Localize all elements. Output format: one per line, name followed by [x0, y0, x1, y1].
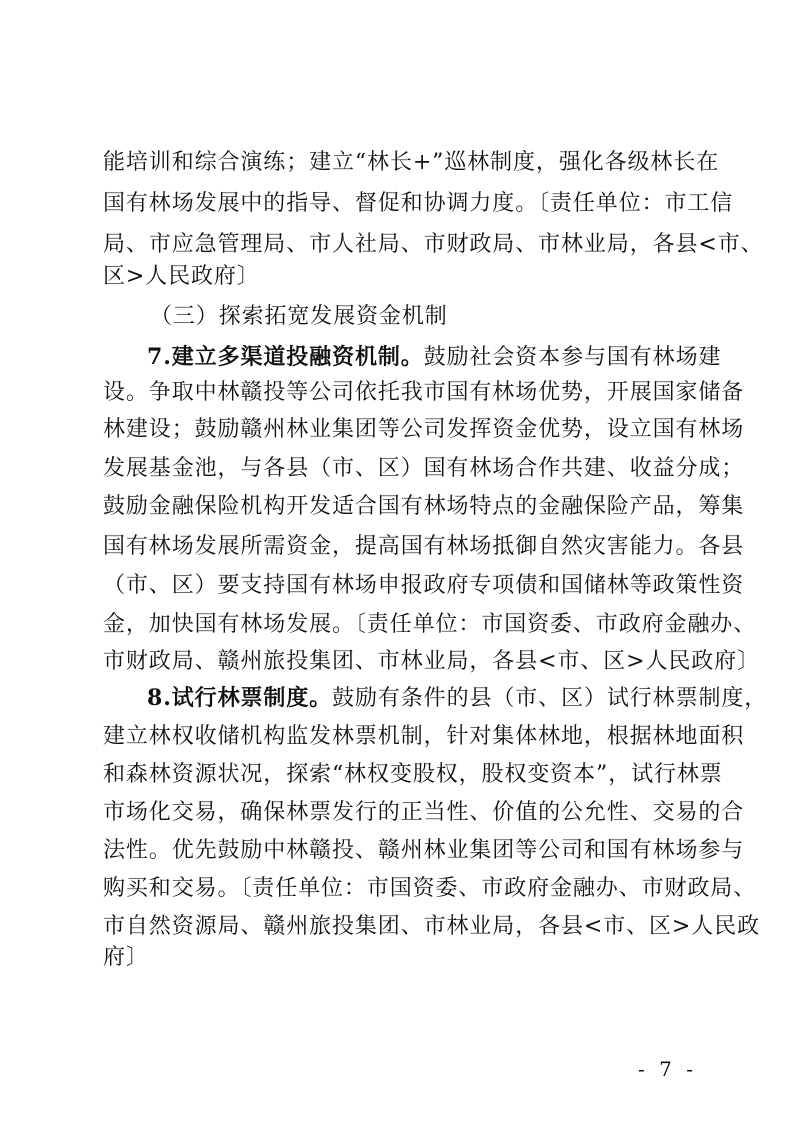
page-number: - 7 - [638, 1057, 697, 1081]
body-text-line: 国有林场发展中的指导、督促和协调力度。〔责任单位：市工信 [103, 191, 734, 216]
body-text-line: 局、市应急管理局、市人社局、市财政局、市林业局，各县<市、 [103, 232, 764, 257]
body-text-line: 市场化交易，确保林票发行的正当性、价值的公允性、交易的合 [103, 800, 745, 825]
body-text-line: 能培训和综合演练；建立“林长+”巡林制度，强化各级林长在 [103, 150, 720, 175]
body-text-line: 国有林场发展所需资金，提高国有林场抵御自然灾害能力。各县 [103, 534, 745, 559]
body-text-line: 区>人民政府〕 [103, 264, 260, 289]
body-text-line: 府〕 [103, 945, 149, 970]
body-text-line: 林建设；鼓励赣州林业集团等公司发挥资金优势，设立国有林场 [103, 417, 745, 442]
body-text-line: 市自然资源局、赣州旅投集团、市林业局，各县<市、区>人民政 [103, 914, 760, 939]
body-text-line: 设。争取中林赣投等公司依托我市国有林场优势，开展国家储备 [103, 380, 745, 405]
item-7-first-line [147, 342, 722, 372]
body-text-line: 市财政局、赣州旅投集团、市林业局，各县<市、区>人民政府〕 [103, 649, 760, 674]
body-text-line: 鼓励金融保险机构开发适合国有林场特点的金融保险产品，筹集 [103, 494, 745, 519]
body-text-line: 购买和交易。〔责任单位：市国资委、市政府金融办、市财政局、 [103, 876, 757, 901]
item-7-title: 7.建立多渠道投融资机制。 [147, 344, 424, 370]
body-text-line: 金，加快国有林场发展。〔责任单位：市国资委、市政府金融办、 [103, 612, 757, 637]
body-text-line: 发展基金池，与各县（市、区）国有林场合作共建、收益分成； [103, 456, 745, 481]
section-heading: （三）探索拓宽发展资金机制 [150, 304, 448, 329]
body-text-line: 建立林权收储机构监发林票机制，针对集体林地，根据林地面积 [103, 724, 745, 749]
body-text-line: 和森林资源状况，探索“林权变股权，股权变资本”，试行林票 [103, 762, 723, 787]
item-8-text: 鼓励有条件的县（市、区）试行林票制度， [332, 686, 768, 711]
body-text-line: 法性。优先鼓励中林赣投、赣州林业集团等公司和国有林场参与 [103, 838, 745, 863]
body-text-line: （市、区）要支持国有林场申报政府专项债和国储林等政策性资 [103, 573, 745, 598]
item-8-first-line [147, 683, 768, 713]
item-8-title: 8.试行林票制度。 [147, 685, 333, 711]
item-7-text: 鼓励社会资本参与国有林场建 [423, 345, 722, 370]
